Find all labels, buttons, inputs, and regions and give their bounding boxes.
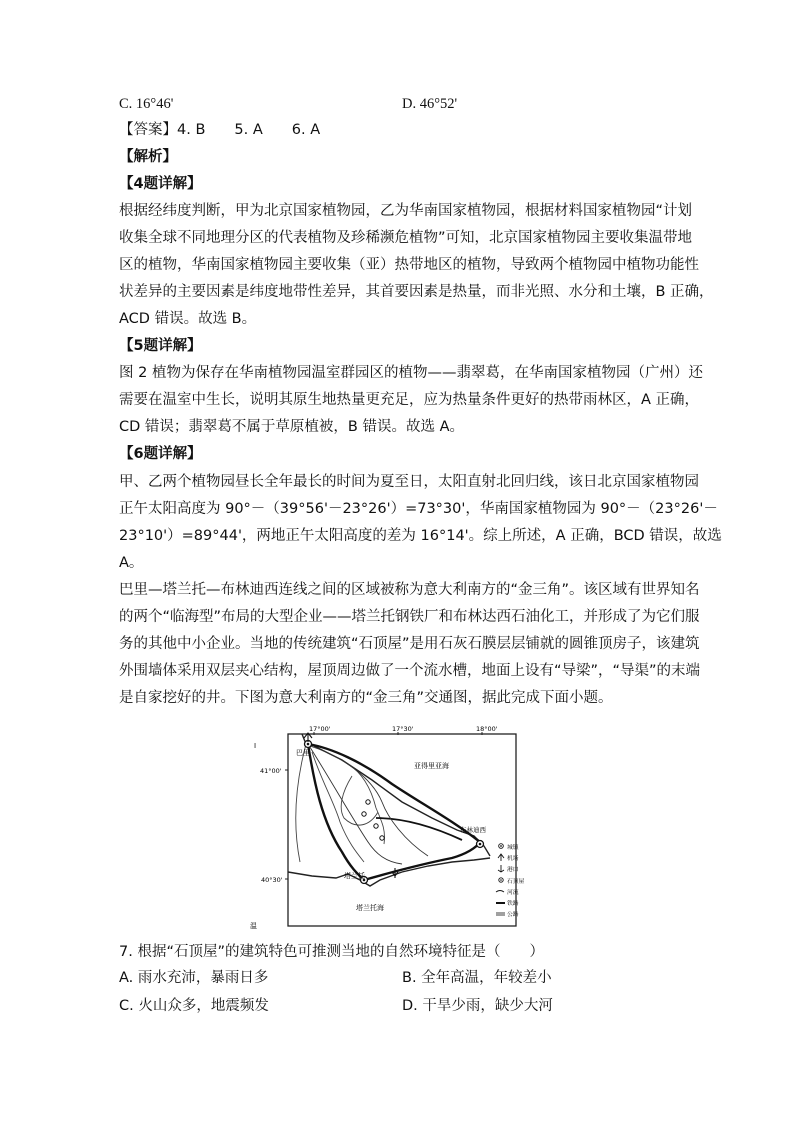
q4-line-1: 根据经纬度判断，甲为北京国家植物园，乙为华南国家植物园，根据材料国家植物园“计划 xyxy=(119,203,693,219)
q6-line-3: 23°10'）=89°44'，两地正午太阳高度的差为 16°14'。综上所述，A 正确，BCD 错误，故选 xyxy=(119,528,722,544)
legend-stone-house: 石顶屋 xyxy=(507,879,525,885)
stray-bottom: 温 xyxy=(250,922,257,930)
q6-heading: 【6题详解】 xyxy=(119,446,202,462)
city-taranto-label: 塔兰托 xyxy=(344,872,365,880)
q6-line-2: 正午太阳高度为 90°－（39°56'－23°26'）=73°30'，华南国家植物园为 90°－（23°26'－ xyxy=(119,501,718,517)
q6-line-1: 甲、乙两个植物园昼长全年最长的时间为夏至日，太阳直射北回归线，该日北京国家植物园 xyxy=(119,474,699,490)
city-bari-label: 巴里 xyxy=(296,749,310,757)
tick-17-30: 17°30' xyxy=(392,725,414,733)
tick-18-00: 18°00' xyxy=(476,725,498,733)
q5-line-1: 图 2 植物为保存在华南植物园温室群园区的植物——翡翠葛，在华南国家植物园（广州）还 xyxy=(119,365,703,381)
legend-port: 港口 xyxy=(507,867,519,873)
passage-line-4: 外围墙体采用双层夹心结构，屋顶周边做了一个流水槽，地面上设有“导梁”，“导渠”的末端 xyxy=(119,663,701,679)
golden-triangle-map xyxy=(252,722,524,930)
passage-line-1: 巴里—塔兰托—布林迪西连线之间的区域被称为意大利南方的“金三角”。该区域有世界知名 xyxy=(119,582,700,598)
option-d-prev: D. 46°52' xyxy=(402,96,458,112)
q5-line-2: 需要在温室中生长，说明其原生地热量更充足，应为热量条件更好的热带雨林区，A 正确， xyxy=(119,392,700,408)
legend-city: 城镇 xyxy=(507,845,519,851)
q4-heading: 【4题详解】 xyxy=(119,176,202,192)
q7-option-a: A. 雨水充沛，暴雨日多 xyxy=(119,970,269,986)
city-brindisi-label: 布林迪西 xyxy=(460,826,486,834)
tick-17-00: 17°00' xyxy=(309,725,331,733)
analysis-heading: 【解析】 xyxy=(119,149,177,165)
q7-option-c: C. 火山众多，地震频发 xyxy=(119,998,269,1014)
passage-line-2: 的两个“临海型”布局的大型企业——塔兰托钢铁厂和布林达西石油化工，并形成了为它们服 xyxy=(119,609,700,625)
q5-heading: 【5题详解】 xyxy=(119,338,202,354)
passage-line-5: 是自家挖好的井。下图为意大利南方的“金三角”交通图，据此完成下面小题。 xyxy=(119,690,613,706)
legend-airport: 机场 xyxy=(507,856,519,862)
q4-line-3: 区的植物，华南国家植物园主要收集（亚）热带地区的植物，导致两个植物园中植物功能性 xyxy=(119,257,699,273)
legend-road: 公路 xyxy=(507,912,519,918)
tick-41-00: 41°00' xyxy=(260,767,282,775)
q7-option-b: B. 全年高温，年较差小 xyxy=(402,970,552,986)
stray-mark: I xyxy=(254,742,257,750)
sea-taranto-label: 塔兰托海 xyxy=(356,904,384,912)
q5-line-3: CD 错误；翡翠葛不属于草原植被，B 错误。故选 A。 xyxy=(119,419,464,435)
legend-railway: 铁路 xyxy=(507,901,519,907)
tick-40-30: 40°30' xyxy=(261,876,283,884)
q4-line-5: ACD 错误。故选 B。 xyxy=(119,311,257,327)
q6-line-4: A。 xyxy=(119,555,144,571)
q4-line-2: 收集全球不同地理分区的代表植物及珍稀濒危植物”可知，北京国家植物园主要收集温带地 xyxy=(119,230,693,246)
q7-option-d: D. 干旱少雨，缺少大河 xyxy=(402,998,553,1014)
legend-river: 河流 xyxy=(507,890,519,896)
q7-stem: 7. 根据“石顶屋”的建筑特色可推测当地的自然环境特征是（ ） xyxy=(119,944,544,960)
answer-line: 【答案】4. B 5. A 6. A xyxy=(119,122,321,138)
q4-line-4: 状差异的主要因素是纬度地带性差异，其首要因素是热量，而非光照、水分和土壤，B 正确， xyxy=(119,284,714,300)
option-c-prev: C. 16°46' xyxy=(119,96,174,112)
sea-adriatic-label: 亚得里亚海 xyxy=(414,762,449,770)
passage-line-3: 务的其他中小企业。当地的传统建筑“石顶屋”是用石灰石膜层层铺就的圆锥顶房子，该建筑 xyxy=(119,636,700,652)
